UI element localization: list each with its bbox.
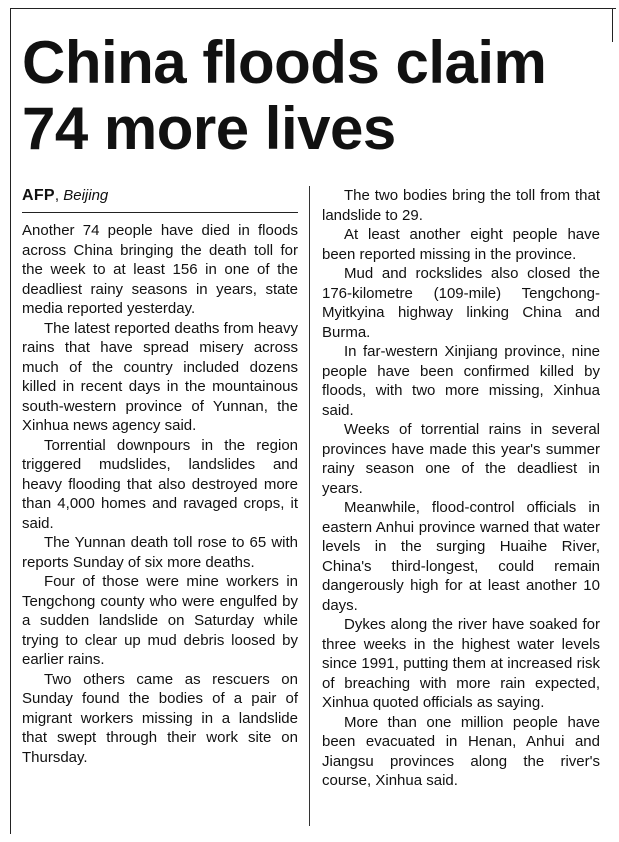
paragraph: Two others came as rescuers on Sunday found the bodies of a pair of migrant workers missing in a landslide that swept through their work site on Thursday. — [22, 670, 298, 766]
column-divider — [309, 186, 310, 826]
paragraph: In far-western Xinjiang province, nine people have been confirmed killed by floods, with two more missing, Xinhua said. — [322, 343, 600, 419]
paragraph: Four of those were mine workers in Tengchong county who were engulfed by a sudden landslide on Saturday while trying to clear up mud debris loosed by earlier rains. — [22, 573, 298, 668]
byline-agency: AFP — [22, 187, 55, 204]
right-border-rule — [612, 8, 613, 42]
top-border-rule — [10, 8, 616, 9]
left-border-rule — [10, 8, 11, 834]
paragraph: Weeks of torrential rains in several provinces have made this year's summer rainy season one of the deadliest in years. — [322, 421, 600, 497]
byline-location: Beijing — [63, 187, 109, 204]
paragraph: Mud and rockslides also closed the 176-kilometre (109-mile) Tengchong-Myitkyina highway linking China and Burma. — [322, 265, 600, 341]
paragraph: At least another eight people have been reported missing in the province. — [322, 226, 600, 263]
byline — [22, 186, 298, 213]
paragraph: Torrential downpours in the region triggered mudslides, landslides and heavy flooding that also destroyed more than 4,000 homes and ravaged crops, it said. — [22, 436, 298, 532]
paragraph: Dykes along the river have soaked for three weeks in the highest water levels since 1991, putting them at increased risk of breaching with more rain expected, Xinhua quoted officials as saying. — [322, 616, 600, 711]
paragraph: The two bodies bring the toll from that landslide to 29. — [322, 187, 600, 224]
right-column — [322, 186, 600, 791]
paragraph: Meanwhile, flood-control officials in eastern Anhui province warned that water levels in the surging Huaihe River, China's third-longest, could remain dangerously high for at least another 10 days. — [322, 499, 600, 614]
left-column — [22, 186, 298, 767]
paragraph: More than one million people have been evacuated in Henan, Anhui and Jiangsu provinces along the river's course, Xinhua said. — [322, 713, 600, 789]
byline-separator: , — [54, 187, 64, 204]
paragraph: Another 74 people have died in floods across China bringing the death toll for the week to at least 156 in one of the deadliest rainy seasons in years, state media reported yesterday. — [22, 222, 298, 317]
headline: China floods claim 74 more lives — [22, 29, 547, 162]
paragraph: The Yunnan death toll rose to 65 with reports Sunday of six more deaths. — [22, 534, 298, 571]
paragraph: The latest reported deaths from heavy rains that have spread misery across much of the country included dozens killed in recent days in the mountainous south-western province of Yunnan, the Xinhua news agency said. — [22, 319, 298, 434]
